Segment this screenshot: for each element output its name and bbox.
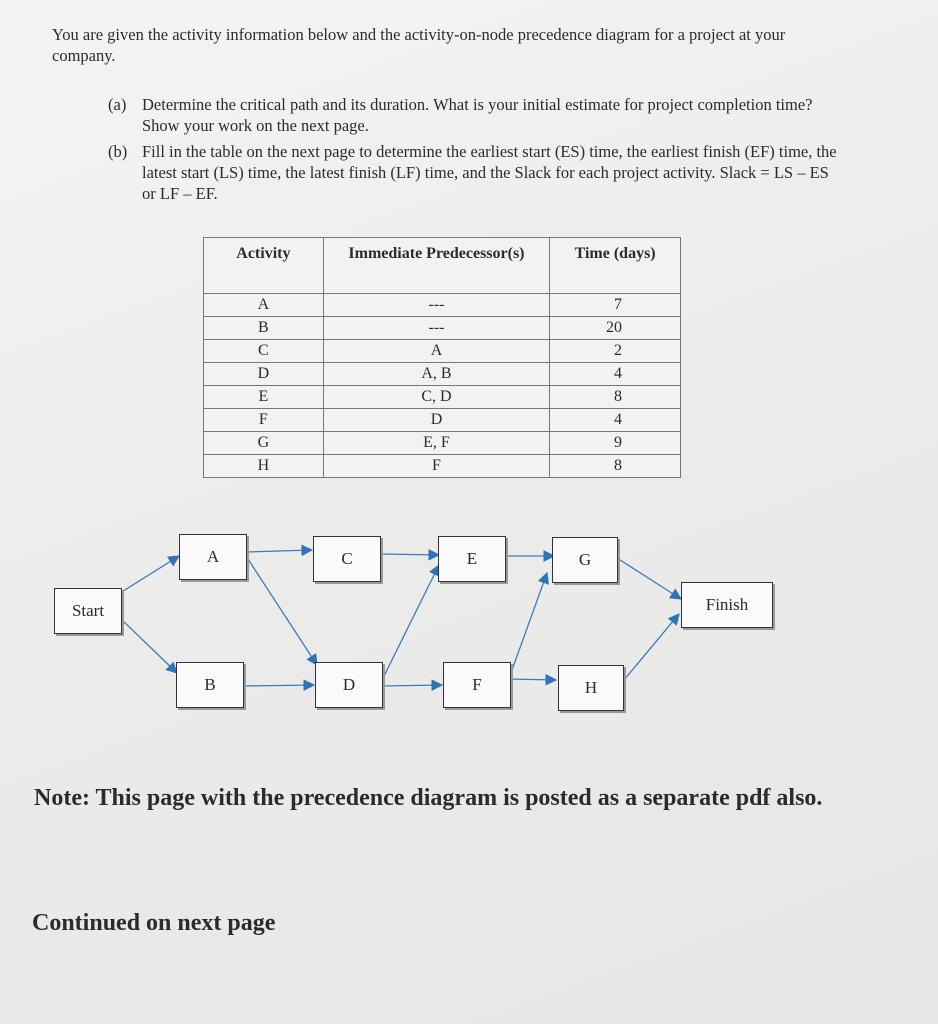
arrow-d-f	[383, 685, 442, 686]
time-cell: 4	[550, 409, 681, 432]
node-finish: Finish	[681, 582, 773, 628]
predecessor-cell: D	[323, 409, 549, 432]
time-cell: 9	[550, 432, 681, 455]
continued-text: Continued on next page	[32, 910, 276, 936]
predecessor-cell: A, B	[323, 363, 549, 386]
node-h: H	[558, 665, 624, 711]
predecessor-cell: C, D	[323, 386, 549, 409]
predecessor-cell: A	[323, 340, 549, 363]
activity-cell: H	[204, 455, 324, 478]
node-f: F	[443, 662, 511, 708]
node-c: C	[313, 536, 381, 582]
activity-cell: B	[204, 317, 324, 340]
arrow-d-e	[383, 565, 439, 678]
intro-text: You are given the activity information below and the activity-on-node precedence diagram for a project at your company.	[52, 25, 786, 65]
question-b-label: (b)	[108, 142, 128, 161]
arrow-b-d	[243, 685, 314, 686]
activity-cell: C	[204, 340, 324, 363]
header-activity: Activity	[204, 238, 324, 294]
question-b-text: Fill in the table on the next page to determine the earliest start (ES) time, the earliest finish (EF) time, the latest start (LS) time, the latest finish (LF) time, and the Slack for each project activity. Slack = LS – ES or LF – EF.	[142, 142, 837, 203]
question-a-text: Determine the critical path and its duration. What is your initial estimate for project completion time? Show your work on the next page.	[142, 95, 813, 135]
node-a: A	[179, 534, 247, 580]
time-cell: 8	[550, 455, 681, 478]
arrow-g-finish	[617, 558, 681, 599]
activity-cell: E	[204, 386, 324, 409]
activity-cell: D	[204, 363, 324, 386]
question-a-label: (a)	[108, 95, 127, 114]
node-b: B	[176, 662, 244, 708]
time-cell: 2	[550, 340, 681, 363]
time-cell: 8	[550, 386, 681, 409]
predecessor-cell: F	[323, 455, 549, 478]
activity-cell: F	[204, 409, 324, 432]
predecessor-cell: ---	[323, 317, 549, 340]
time-cell: 20	[550, 317, 681, 340]
node-d: D	[315, 662, 383, 708]
predecessor-cell: ---	[323, 294, 549, 317]
header-time: Time (days)	[550, 238, 681, 294]
activity-cell: G	[204, 432, 324, 455]
arrow-a-d	[246, 556, 317, 665]
arrow-c-e	[381, 554, 439, 555]
arrow-start-b	[120, 618, 177, 673]
node-start: Start	[54, 588, 122, 634]
arrow-h-finish	[624, 614, 679, 680]
activity-cell: A	[204, 294, 324, 317]
arrow-f-g	[512, 573, 547, 670]
node-g: G	[552, 537, 618, 583]
arrow-a-c	[246, 550, 312, 552]
header-predecessors: Immediate Predecessor(s)	[323, 238, 549, 294]
note-text: Note: This page with the precedence diagram is posted as a separate pdf also.	[34, 785, 823, 811]
arrow-start-a	[120, 556, 179, 593]
time-cell: 7	[550, 294, 681, 317]
predecessor-cell: E, F	[323, 432, 549, 455]
time-cell: 4	[550, 363, 681, 386]
node-e: E	[438, 536, 506, 582]
arrow-f-h	[509, 679, 556, 680]
